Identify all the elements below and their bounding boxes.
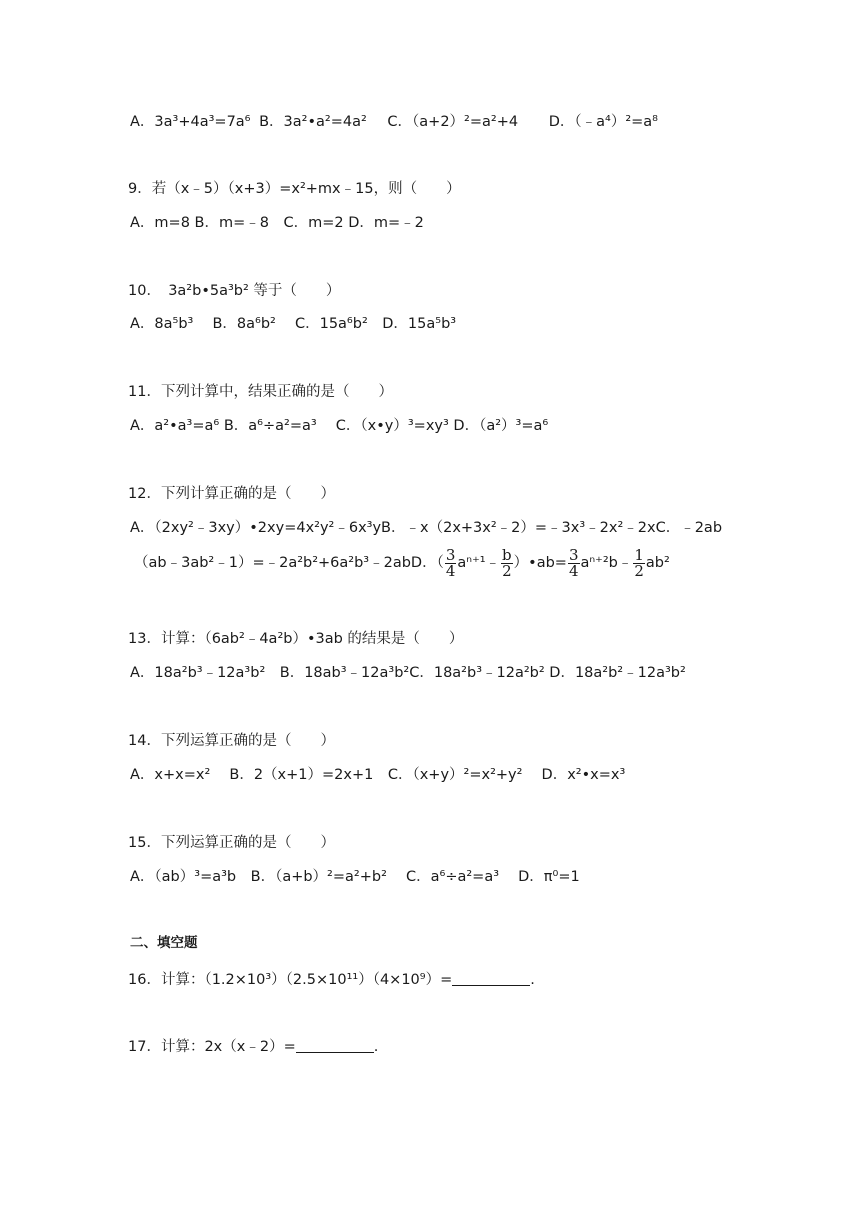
q12-line2-part3: ）•ab= [513, 555, 567, 571]
fraction-1-2: $\frac{1}{2}$ [634, 545, 644, 580]
q13-options: A．18a²b³﹣12a³b² B．18ab³﹣12a³b²C．18a²b³﹣12a²b² D．18a²b²﹣12a³b² [130, 665, 686, 681]
q12-line1: A．（2xy²﹣3xy）•2xy=4x²y²﹣6x³yB．﹣x（2x+3x²﹣2）=﹣3x³﹣2x²﹣2xC．﹣2ab [130, 520, 723, 536]
q16 [128, 970, 535, 990]
q10-stem: 10． 3a²b•5a³b² 等于（ ） [128, 283, 341, 299]
q11-options: A．a²•a³=a⁶ B．a⁶÷a²=a³ C．（x•y）³=xy³ D．（a²）³=a⁶ [130, 418, 549, 434]
q9-stem: 9．若（x﹣5）（x+3）=x²+mx﹣15，则（ ） [128, 181, 461, 197]
q14-stem: 14．下列运算正确的是（ ） [128, 733, 335, 749]
q12-line2-part5: ab² [645, 555, 670, 571]
fraction-b-2: $\frac{b}{2}$ [502, 545, 512, 580]
q17 [128, 1037, 378, 1057]
q9-options: A．m=8 B．m=﹣8 C．m=2 D．m=﹣2 [130, 215, 424, 231]
q12-line2 [134, 546, 670, 580]
q12-line2-part1: （ab﹣3ab²﹣1）=﹣2a²b²+6a²b³﹣2abD．（ [134, 555, 444, 571]
q8-option-b: B．3a²•a²=4a² [259, 114, 367, 130]
answer-blank [452, 971, 530, 986]
q11-stem: 11．下列计算中，结果正确的是（ ） [128, 384, 393, 400]
q17-end: . [373, 1039, 379, 1055]
q16-stem: 16．计算：（1.2×10³）（2.5×10¹¹）（4×10⁹）= [128, 972, 453, 988]
q10-options: A．8a⁵b³ B．8a⁶b² C．15a⁶b² D．15a⁵b³ [130, 316, 457, 332]
q16-end: . [530, 972, 535, 988]
q12-line2-part2: aⁿ⁺¹﹣ [457, 555, 501, 571]
q13-stem: 13．计算：（6ab²﹣4a²b）•3ab 的结果是（ ） [128, 631, 464, 647]
q12-line2-part4: aⁿ⁺²b﹣ [580, 555, 633, 571]
section-title-fill-in: 二、填空题 [130, 935, 198, 951]
fraction-3-4: $\frac{3}{4}$ [445, 545, 456, 580]
q15-options: A．（ab）³=a³b B．（a+b）²=a²+b² C．a⁶÷a²=a³ D．π⁰=1 [130, 869, 580, 885]
q8-options [130, 112, 658, 132]
q17-stem: 17．计算：2x（x﹣2）= [128, 1039, 296, 1055]
q8-option-a: A．3a³+4a³=7a⁶ [130, 114, 251, 130]
q8-option-c: C．（a+2）²=a²+4 [387, 114, 519, 130]
q15-stem: 15．下列运算正确的是（ ） [128, 835, 335, 851]
answer-blank [296, 1038, 374, 1053]
fraction-3-4-b: $\frac{3}{4}$ [568, 545, 579, 580]
q8-option-d: D．（﹣a⁴）²=a⁸ [548, 114, 658, 130]
q12-stem: 12．下列计算正确的是（ ） [128, 486, 335, 502]
q14-options: A．x+x=x² B．2（x+1）=2x+1 C．（x+y）²=x²+y² D．x²•x=x³ [130, 767, 626, 783]
